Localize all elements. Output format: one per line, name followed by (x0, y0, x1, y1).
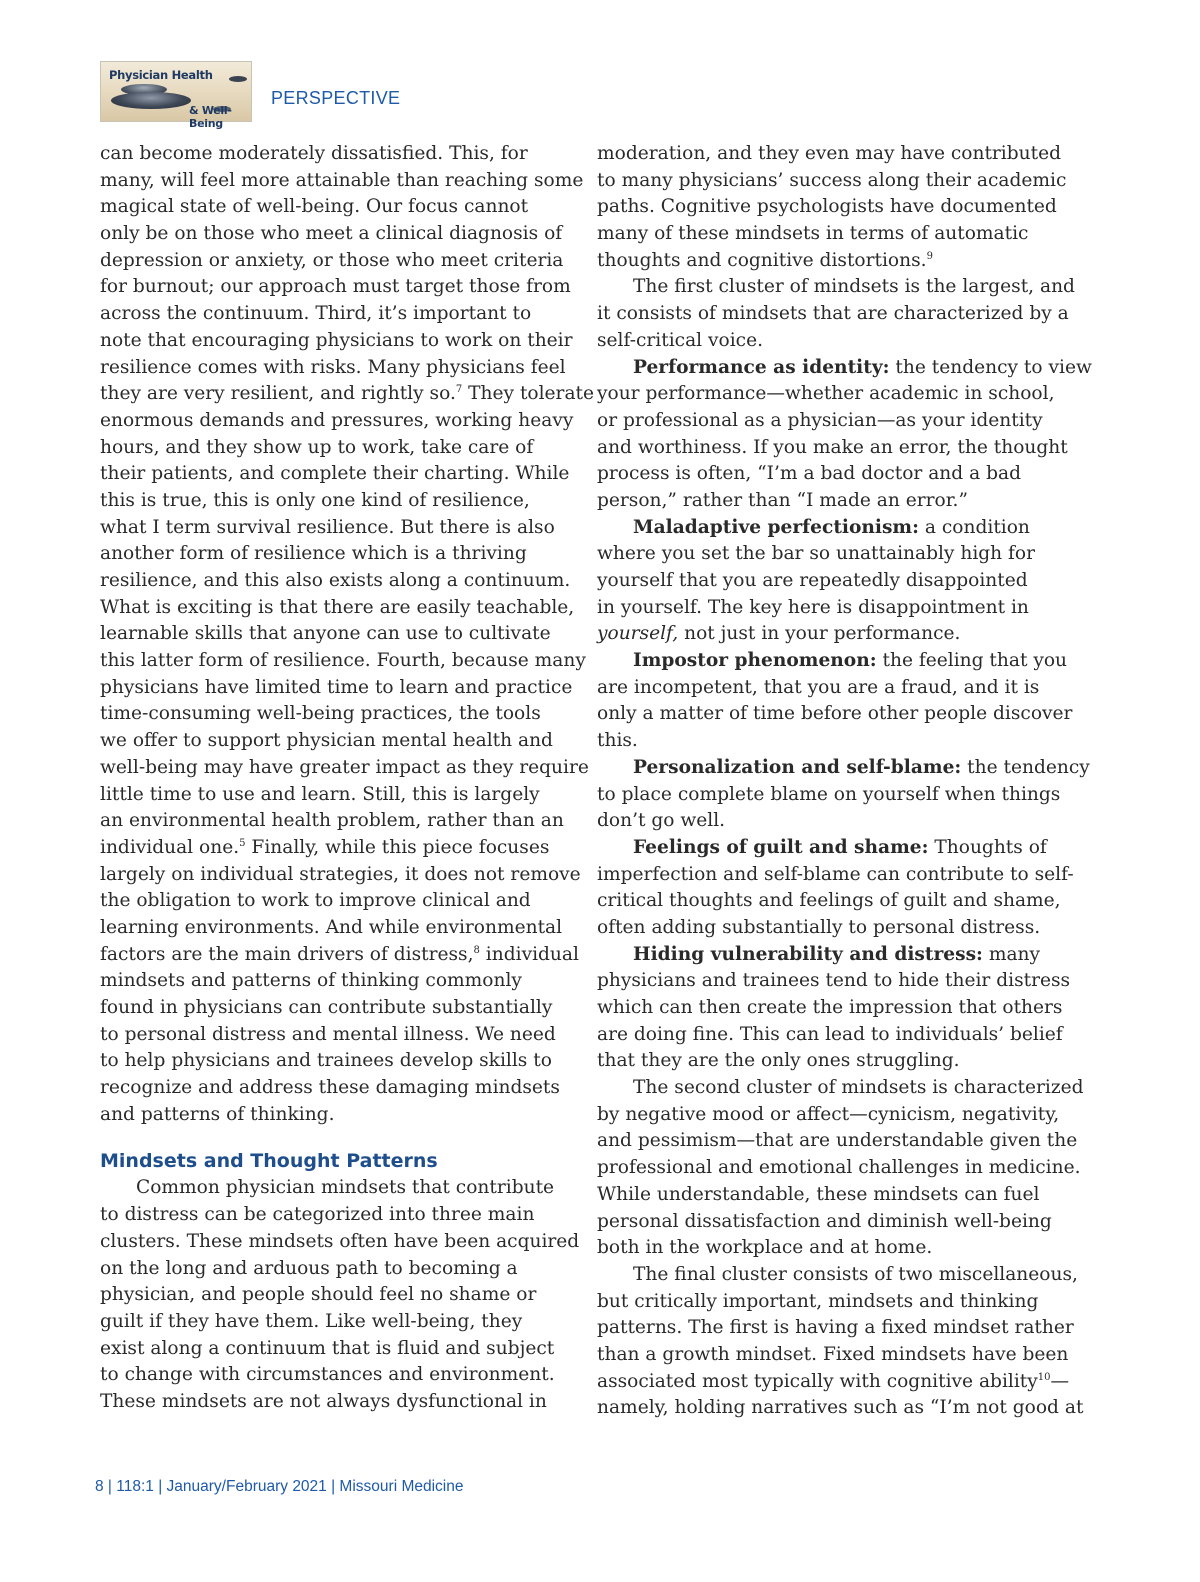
text-line: note that encouraging physicians to work on their (100, 329, 573, 351)
text-line: enormous demands and pressures, working heavy (100, 409, 574, 431)
citation-ref: 5 (239, 837, 246, 849)
text-line: Feelings of guilt and shame: Thoughts of (633, 836, 1047, 858)
text-line: namely, holding narratives such as “I’m not good at (597, 1397, 1084, 1419)
text-line: what I term survival resilience. But there is also (100, 516, 555, 538)
text-line: don’t go well. (597, 810, 726, 832)
text-line: time-consuming well-being practices, the tools (100, 703, 541, 725)
citation-ref: 9 (926, 250, 933, 262)
text-line: by negative mood or affect—cynicism, negativity, (597, 1103, 1060, 1125)
text-line: process is often, “I’m a bad doctor and a bad (597, 463, 1021, 485)
text-line: individual one.$^5$ Finally, while this piece focuses (100, 836, 550, 858)
text-line: self-critical voice. (597, 329, 763, 351)
text-line: physicians have limited time to learn and practice (100, 676, 573, 698)
text-line: this is true, this is only one kind of resilience, (100, 489, 530, 511)
text-line: The first cluster of mindsets is the largest, and (633, 276, 1075, 298)
text-line: personal dissatisfaction and diminish well-being (597, 1210, 1052, 1232)
text-line: exist along a continuum that is fluid and subject (100, 1337, 555, 1359)
text-line: The second cluster of mindsets is characterized (633, 1077, 1084, 1099)
text-line: These mindsets are not always dysfunctional in (100, 1390, 547, 1412)
text-line: your performance—whether academic in school, (597, 383, 1055, 405)
stone-graphic (229, 76, 247, 82)
text-line: hours, and they show up to work, take care of (100, 436, 534, 458)
text-line: it consists of mindsets that are characterized by a (597, 303, 1069, 325)
text-line: in yourself. The key here is disappointment in (597, 596, 1029, 618)
text-line: critical thoughts and feelings of guilt and shame, (597, 890, 1061, 912)
text-line: While understandable, these mindsets can fuel (597, 1183, 1040, 1205)
text-line: What is exciting is that there are easily teachable, (100, 596, 575, 618)
text-line: which can then create the impression that others (597, 997, 1063, 1018)
text-line: to help physicians and trainees develop skills to (100, 1050, 552, 1072)
text-line: person,” rather than “I made an error.” (597, 489, 968, 511)
text-line: only be on those who meet a clinical diagnosis of (100, 223, 563, 245)
term-hiding-vulnerability: Hiding vulnerability and distress: (633, 943, 983, 965)
text-line: many of these mindsets in terms of automatic (597, 223, 1029, 245)
stone-graphic (111, 92, 191, 109)
text-line: than a growth mindset. Fixed mindsets have been (597, 1343, 1069, 1365)
text-line: well-being may have greater impact as they require (100, 756, 589, 778)
text-line: often adding substantially to personal distress. (597, 916, 1041, 938)
text-line: to distress can be categorized into three main (100, 1204, 535, 1226)
term-guilt-and-shame: Feelings of guilt and shame: (633, 836, 929, 858)
text-line: many, will feel more attainable than reaching some (100, 169, 584, 191)
text-line: learning environments. And while environmental (100, 916, 563, 938)
text-line: resilience, and this also exists along a continuum. (100, 570, 571, 591)
text-line: moderation, and they even may have contributed (597, 143, 1062, 164)
text-line: found in physicians can contribute substantially (100, 997, 553, 1018)
text-line: factors are the main drivers of distress,$^8$ individual (100, 943, 579, 965)
text-line: to many physicians’ success along their academic (597, 169, 1067, 191)
text-line: on the long and arduous path to becoming a (100, 1257, 518, 1279)
text-line: this. (597, 730, 638, 752)
text-line: magical state of well-being. Our focus cannot (100, 196, 529, 218)
text-line: the obligation to work to improve clinical and (100, 890, 531, 912)
text-line: and worthiness. If you make an error, the thought (597, 436, 1068, 458)
term-maladaptive-perfectionism: Maladaptive perfectionism: (633, 516, 919, 538)
text-line: learnable skills that anyone can use to cultivate (100, 623, 551, 645)
text-line: but critically important, mindsets and thinking (597, 1290, 1039, 1312)
text-line: thoughts and cognitive distortions.$^9$ (597, 249, 933, 271)
text-line: an environmental health problem, rather than an (100, 810, 564, 832)
logo-title-line1: Physician Health (109, 68, 213, 82)
text-line: Maladaptive perfectionism: a condition (633, 516, 1030, 538)
text-line: are doing fine. This can lead to individuals’ belief (597, 1023, 1063, 1045)
text-line: recognize and address these damaging mindsets (100, 1077, 560, 1099)
text-line: professional and emotional challenges in medicine. (597, 1157, 1081, 1179)
term-impostor-phenomenon: Impostor phenomenon: (633, 650, 877, 672)
text-line: largely on individual strategies, it does not remove (100, 863, 581, 885)
text-line: are incompetent, that you are a fraud, and it is (597, 676, 1040, 698)
section-label: PERSPECTIVE (271, 88, 401, 108)
text-line: that they are the only ones struggling. (597, 1050, 960, 1072)
text-line: for burnout; our approach must target those from (100, 276, 571, 298)
text-line: Impostor phenomenon: the feeling that you (633, 650, 1068, 672)
text-line: and pessimism—that are understandable given the (597, 1130, 1078, 1152)
text-line: guilt if they have them. Like well-being, they (100, 1310, 523, 1332)
text-line: yourself that you are repeatedly disappointed (597, 570, 1028, 591)
text-line: their patients, and complete their charting. While (100, 463, 570, 485)
text-line: paths. Cognitive psychologists have documented (597, 196, 1057, 218)
text-line: Common physician mindsets that contribute (136, 1177, 555, 1199)
journal-logo (100, 61, 252, 130)
term-performance-as-identity: Performance as identity: (633, 356, 890, 378)
text-line: Performance as identity: the tendency to view (633, 356, 1092, 378)
text-line: where you set the bar so unattainably high for (597, 543, 1036, 565)
logo-title-line2: & Well-Being (189, 104, 232, 130)
section-heading: Mindsets and Thought Patterns (100, 1150, 438, 1173)
citation-ref: 8 (473, 944, 480, 956)
text-line: physicians and trainees tend to hide their distress (597, 970, 1071, 992)
citation-ref: 10 (1037, 1371, 1051, 1383)
text-line: Hiding vulnerability and distress: many (633, 943, 1041, 965)
page-footer: 8 | 118:1 | January/February 2021 | Missouri Medicine (95, 1478, 464, 1495)
text-line: or professional as a physician—as your identity (597, 409, 1043, 431)
text-line: The final cluster consists of two miscellaneous, (633, 1263, 1078, 1285)
text-line: this latter form of resilience. Fourth, because many (100, 650, 586, 672)
text-line: across the continuum. Third, it’s important to (100, 303, 532, 325)
text-line: we offer to support physician mental health and (100, 730, 553, 752)
text-line: mindsets and patterns of thinking commonly (100, 970, 522, 992)
text-line: yourself, not just in your performance. (597, 623, 961, 645)
text-line: resilience comes with risks. Many physicians feel (100, 356, 566, 378)
term-personalization: Personalization and self-blame: (633, 756, 962, 778)
text-line: another form of resilience which is a thriving (100, 543, 527, 565)
text-line: to personal distress and mental illness. We need (100, 1023, 556, 1045)
text-line: depression or anxiety, or those who meet criteria (100, 249, 564, 271)
text-line: Personalization and self-blame: the tendency (633, 756, 1090, 778)
text-line: only a matter of time before other people discover (597, 703, 1073, 725)
text-line: clusters. These mindsets often have been acquired (100, 1230, 580, 1252)
text-line: associated most typically with cognitive ability$^{10}$— (597, 1370, 1070, 1392)
text-line: both in the workplace and at home. (597, 1237, 933, 1259)
left-column (100, 141, 595, 1416)
emphasis-text: yourself, (597, 623, 679, 645)
text-line: imperfection and self-blame can contribute to self- (597, 863, 1074, 885)
text-line: physician, and people should feel no shame or (100, 1284, 537, 1306)
right-column (597, 141, 1092, 1422)
text-line: they are very resilient, and rightly so.$^7$ They tolerate (100, 383, 595, 405)
text-line: can become moderately dissatisfied. This, for (100, 143, 528, 164)
citation-ref: 7 (455, 384, 463, 396)
text-line: to place complete blame on yourself when things (597, 783, 1061, 805)
text-line: and patterns of thinking. (100, 1103, 335, 1125)
text-line: to change with circumstances and environment. (100, 1364, 555, 1386)
text-line: patterns. The first is having a fixed mindset rather (597, 1317, 1074, 1339)
text-line: little time to use and learn. Still, this is largely (100, 783, 540, 805)
